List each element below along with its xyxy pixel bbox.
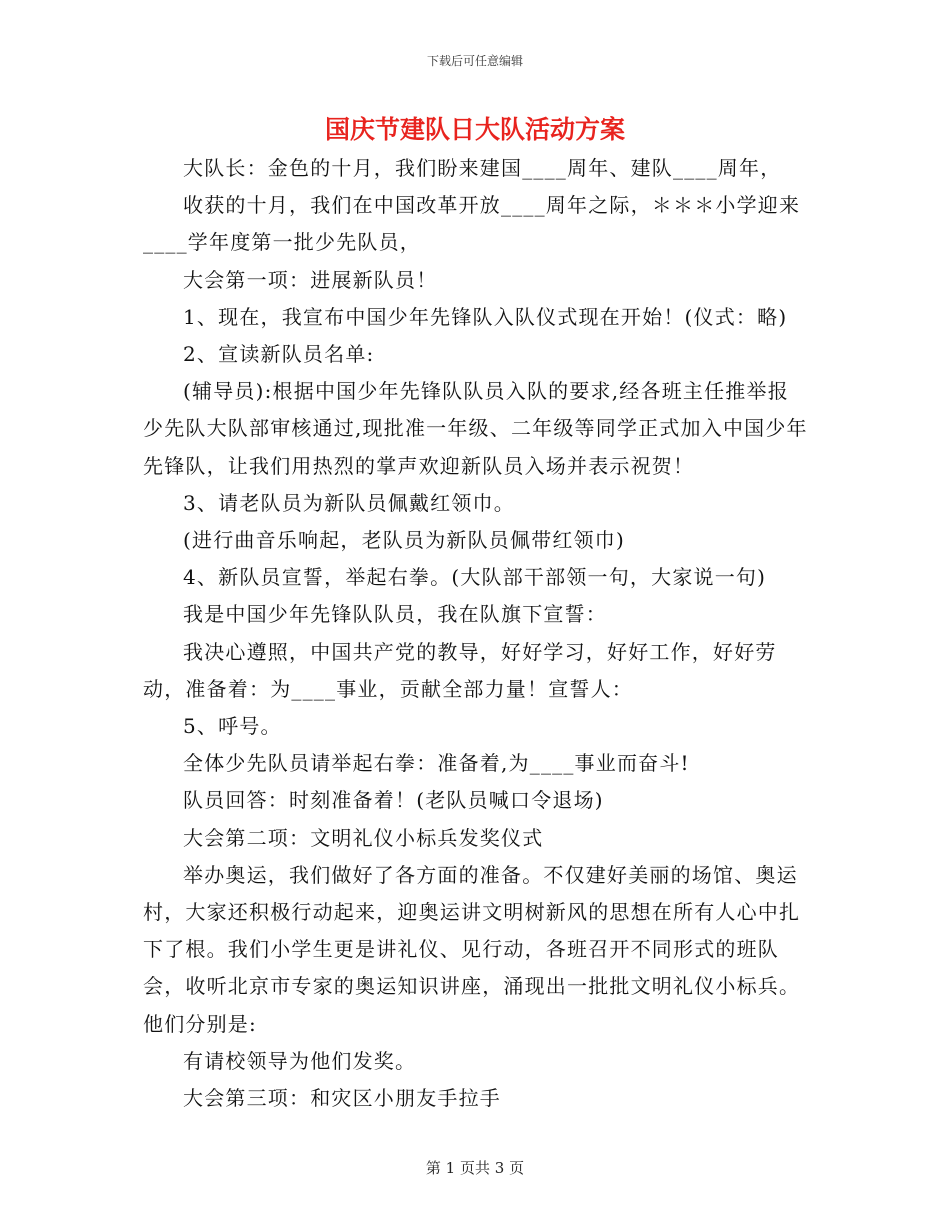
paragraph: 大会第一项：进展新队员！ [183, 267, 438, 292]
paragraph: (进行曲音乐响起，老队员为新队员佩带红领巾) [183, 528, 626, 553]
paragraph: 4、新队员宣誓，举起右拳。(大队部干部领一句，大家说一句) [183, 565, 767, 590]
paragraph: 全体少先队员请举起右拳：准备着,为____事业而奋斗! [183, 751, 690, 776]
paragraph: 大队长：金色的十月，我们盼来建国____周年、建队____周年， [183, 156, 782, 180]
document-body [143, 150, 808, 1117]
page-footer: 第 1 页共 3 页 [425, 1159, 525, 1177]
paragraph: 大会第三项：和灾区小朋友手拉手 [183, 1086, 501, 1111]
paragraph: 3、请老队员为新队员佩戴红领巾。 [183, 490, 515, 515]
paragraph: 队员回答：时刻准备着！(老队员喊口令退场) [183, 788, 604, 813]
paragraph: 大会第二项：文明礼仪小标兵发奖仪式 [183, 825, 544, 850]
paragraph: 5、呼号。 [183, 714, 282, 739]
paragraph: (辅导员):根据中国少年先锋队队员入队的要求,经各班主任推举报少先队大队部审核通过,现批准一年级、二年级等同学正式加入中国少年先锋队，让我们用热烈的掌声欢迎新队员入场并表示祝贺！ [143, 379, 808, 478]
paragraph: 2、宣读新队员名单: [183, 342, 375, 367]
paragraph: 收获的十月，我们在中国改革开放____周年之际，＊＊＊小学迎来____学年度第一批少先队员， [143, 193, 801, 255]
paragraph: 我决心遵照，中国共产党的教导，好好学习，好好工作，好好劳动，准备着：为____事业，贡献全部力量！宣誓人： [143, 639, 777, 701]
page-header: 下载后可任意编辑 [426, 54, 523, 68]
paragraph: 1、现在，我宣布中国少年先锋队入队仪式现在开始！(仪式：略) [183, 304, 788, 329]
paragraph: 举办奥运，我们做好了各方面的准备。不仅建好美丽的场馆、奥运村，大家还积极行动起来，迎奥运讲文明树新风的思想在所有人心中扎下了根。我们小学生更是讲礼仪、见行动，各班召开不同形式的班队会，收听北京市专家的奥运知识讲座，涌现出一批批文明礼仪小标兵。他们分别是: [143, 862, 801, 1036]
document-title: 国庆节建队日大队活动方案 [324, 115, 625, 144]
paragraph: 有请校领导为他们发奖。 [183, 1048, 417, 1073]
paragraph: 我是中国少年先锋队队员，我在队旗下宣誓： [183, 602, 607, 627]
